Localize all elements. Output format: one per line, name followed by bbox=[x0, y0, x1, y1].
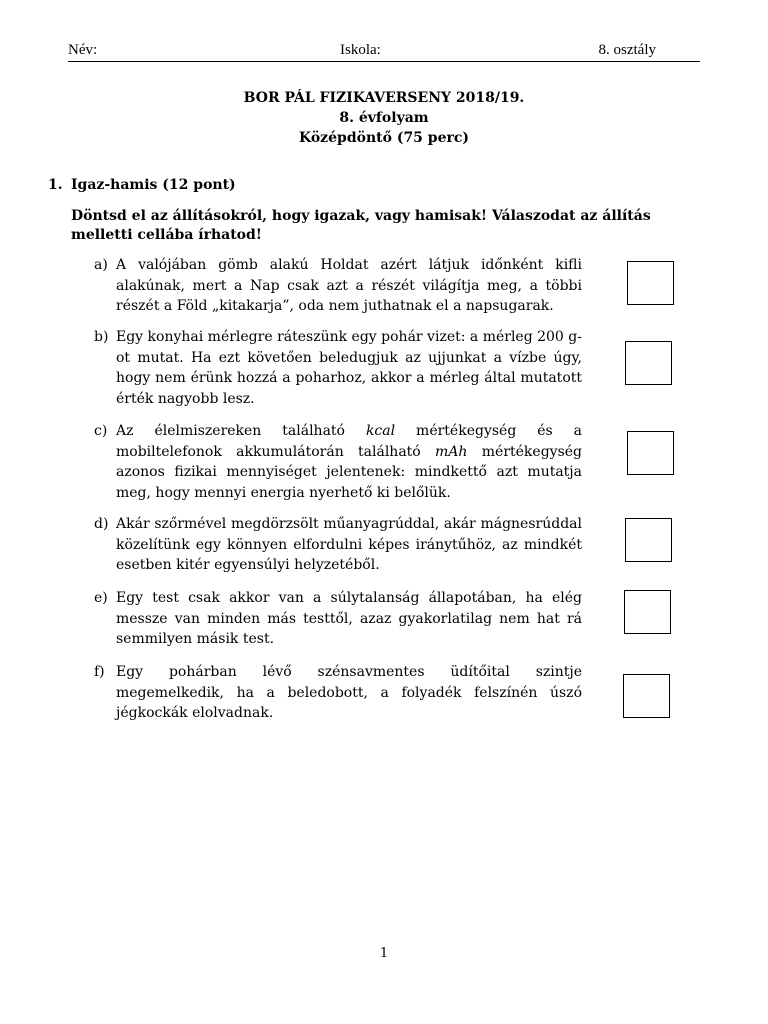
item-text-part: mértékegység azonos fizikai mennyiséget jelentenek: mindkettő azt mutatja meg, hogy mennyi energia nyerhető ki belőlük. bbox=[116, 443, 583, 501]
item-letter: e) bbox=[94, 590, 108, 606]
item-text: A valójában gömb alakú Holdat azért látjuk időnként kifli alakúnak, mert a Nap csak azt a részét világítja meg, a többi részét a Föld „kitakarja”, oda nem juthatnak el a napsugarak. bbox=[116, 257, 582, 314]
item-text-part: mértékegység és a mobiltelefonok akkumulátorán található bbox=[116, 423, 583, 460]
item-text bbox=[116, 421, 582, 503]
exam-title bbox=[0, 88, 768, 148]
answer-cell-f[interactable] bbox=[623, 674, 670, 718]
answer-cell-a[interactable] bbox=[627, 261, 674, 305]
item-text: Egy konyhai mérlegre ráteszünk egy pohár vizet: a mérleg 200 g-ot mutat. Ha ezt követően beledugjuk az ujjunkat a vízbe úgy, hogy nem érünk hozzá a poharhoz, akkor a mérleg által mutatott érték nagyobb lesz. bbox=[116, 329, 582, 407]
answer-cell-e[interactable] bbox=[624, 590, 671, 634]
answer-cell-b[interactable] bbox=[625, 341, 672, 385]
item-text-part: Az élelmiszereken található bbox=[116, 423, 366, 439]
item-text: Egy pohárban lévő szénsavmentes üdítőital szintje megemelkedik, ha a beledobott, a folyadék felszínén úszó jégkockák elolvadnak. bbox=[116, 664, 582, 721]
unit-mah: mAh bbox=[435, 443, 468, 460]
title-line-2: 8. évfolyam bbox=[339, 110, 429, 126]
title-line-1: BOR PÁL FIZIKAVERSENY 2018/19. bbox=[243, 90, 525, 106]
school-label: Iskola: bbox=[340, 42, 381, 58]
item-letter: a) bbox=[94, 257, 108, 273]
item-letter: d) bbox=[94, 516, 109, 532]
section-instructions: Döntsd el az állításokról, hogy igazak, vagy hamisak! Válaszodat az állítás melletti cellába írhatod! bbox=[71, 208, 651, 243]
answer-cell-d[interactable] bbox=[625, 518, 672, 562]
page-number: 1 bbox=[379, 946, 389, 961]
item-text: Egy test csak akkor van a súlytalanság állapotában, ha elég messze van minden más testtől, azaz gyakorlatilag nem hat rá semmilyen másik test. bbox=[116, 590, 582, 647]
answer-cell-c[interactable] bbox=[627, 431, 674, 475]
item-letter: b) bbox=[94, 329, 109, 345]
item-text: Akár szőrmével megdörzsölt műanyagrúddal, akár mágnesrúddal közelítünk egy könnyen elfordulni képes iránytűhöz, az mindkét esetben kitér egyensúlyi helyzetéből. bbox=[116, 516, 582, 573]
section-number: 1. bbox=[48, 177, 63, 193]
grade-label: 8. osztály bbox=[598, 42, 656, 58]
page-header bbox=[68, 42, 700, 62]
name-label: Név: bbox=[68, 42, 98, 58]
unit-kcal: kcal bbox=[365, 423, 396, 439]
item-letter: c) bbox=[94, 423, 108, 439]
title-line-3: Középdöntő (75 perc) bbox=[298, 130, 470, 146]
section-title: Igaz-hamis (12 pont) bbox=[71, 177, 236, 193]
item-letter: f) bbox=[94, 664, 105, 680]
